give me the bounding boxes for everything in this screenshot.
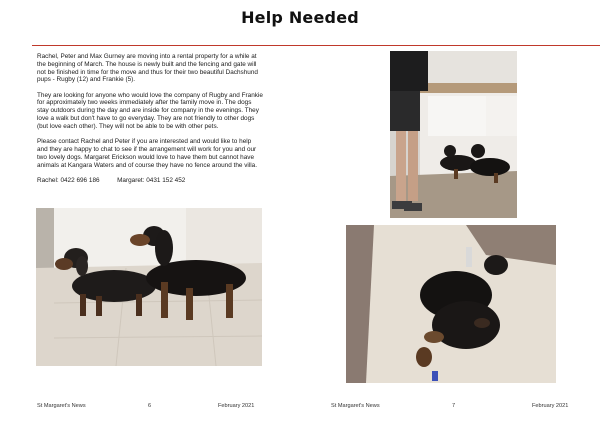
article-paragraph-3: Please contact Rachel and Peter if you are interested and would like to help and they are happy to chat to see if the arrangement will work for you and our two lovely dogs. Margaret Erickson would love to have them but cannot have animals at Kangara Waters and of course they have no fence around the villa.	[37, 138, 258, 169]
title-divider	[32, 45, 600, 46]
rachel-phone: 0422 696 186	[60, 176, 100, 184]
page-title: Help Needed	[241, 8, 359, 27]
rachel-label: Rachel:	[37, 176, 59, 184]
footer-left-publication: St Margaret's News	[37, 403, 86, 409]
margaret-phone: 0431 152 452	[146, 176, 186, 184]
photo-dogs-on-rug	[346, 225, 556, 383]
footer-right-publication: St Margaret's News	[331, 403, 380, 409]
article-paragraph-1: Rachel, Peter and Max Gurney are moving into a rental property for a while at the beginning of March. The house is newly built and the fencing and gate will not be finished in time for the move and thus for their two beautiful Dachshund pups - Rugby (12) and Frankie (5).	[37, 53, 258, 84]
article-paragraph-2: They are looking for anyone who would love the company of Rugby and Frankie for approximately two weeks immediately after the family move in. The dogs stay outdoors during the day and are inside for company in the evenings. They love a walk but don't have to go everyday. They are not friendly to other dogs (but love each other). They will not be able to be with other pets.	[37, 91, 263, 130]
footer-right-date: February 2021	[532, 403, 569, 409]
footer-right-page-number: 7	[452, 403, 456, 409]
photo-dachshunds-tiled-floor	[36, 208, 262, 366]
article-body	[37, 53, 263, 185]
contact-line	[37, 177, 263, 185]
footer-left-page-number: 6	[148, 403, 152, 409]
photo-kitchen-with-dogs	[390, 51, 517, 218]
footer-left-date: February 2021	[218, 403, 255, 409]
margaret-label: Margaret:	[117, 176, 145, 184]
